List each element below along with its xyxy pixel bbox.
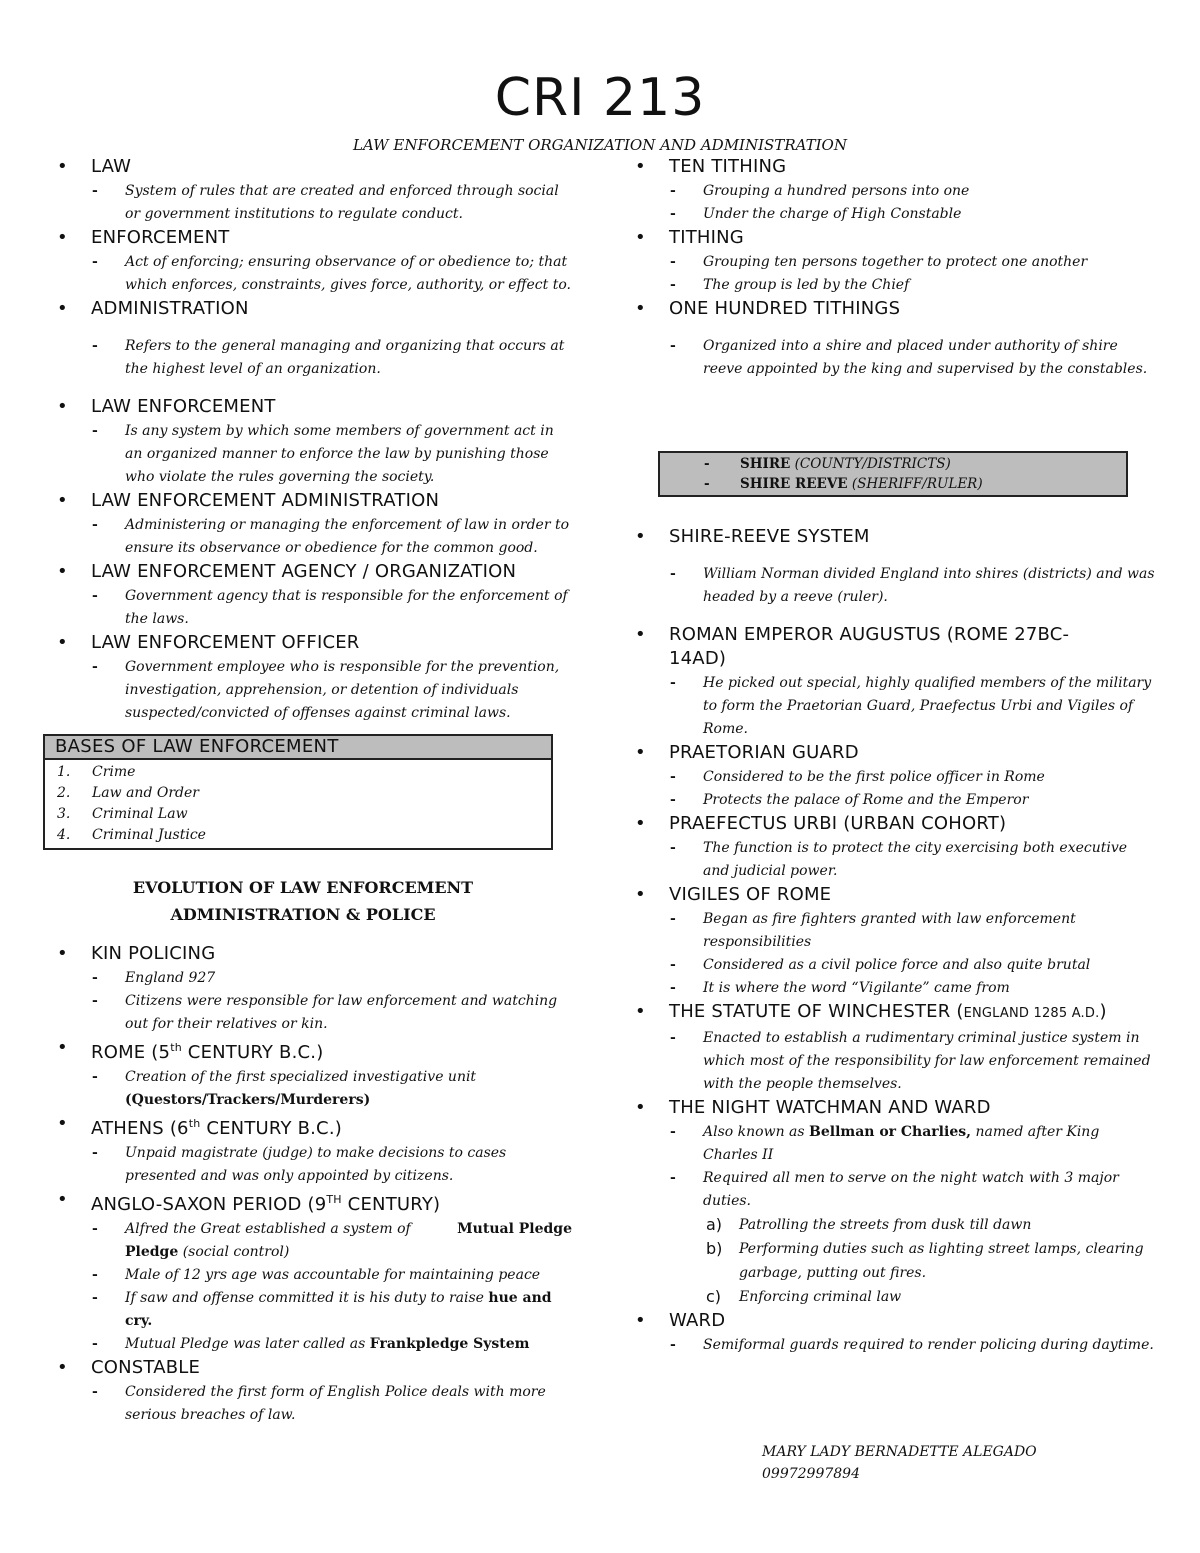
topic-heading: ADMINISTRATION: [91, 298, 249, 319]
bullet-icon: •: [635, 624, 646, 645]
topic-detail: - Unpaid magistrate (judge) to make decisions to cases presented and was only appointed by citizens.: [91, 1142, 572, 1188]
topic-heading: ROMAN EMPEROR AUGUSTUS (ROME 27BC-14AD): [669, 624, 1070, 669]
topic-heading: PRAEFECTUS URBI (URBAN COHORT): [669, 813, 1007, 834]
topic-heading: KIN POLICING: [91, 943, 216, 964]
topic-detail: - Is any system by which some members of government act in an organized manner to enforce the law by punishing those who violate the rules governing the society.: [91, 420, 572, 489]
bullet-icon: •: [57, 1189, 68, 1210]
topic-detail: - System of rules that are created and enforced through social or government institutions to regulate conduct.: [91, 180, 572, 226]
topic-detail: - It is where the word “Vigilante” came from: [669, 977, 1155, 1000]
shire-box: [658, 451, 1128, 497]
dash-icon: -: [92, 1069, 98, 1085]
bullet-icon: •: [57, 227, 68, 248]
bullet-icon: •: [635, 884, 646, 905]
topic-heading: ATHENS (6th CENTURY B.C.): [91, 1117, 342, 1139]
bullet-icon: •: [57, 396, 68, 417]
bases-title: BASES OF LAW ENFORCEMENT: [45, 736, 551, 760]
list-item: [57, 297, 572, 381]
topic-detail: - Considered to be the first police officer in Rome: [669, 766, 1155, 789]
topic-detail: - Enacted to establish a rudimentary criminal justice system in which most of the responsibility for law enforcement remained with the people themselves.: [669, 1027, 1155, 1096]
bullet-icon: •: [57, 1037, 68, 1058]
topic-detail: - England 927: [91, 967, 572, 990]
list-item: [57, 155, 572, 226]
dash-icon: -: [92, 1290, 98, 1306]
shire-line: - SHIRE (COUNTY/DISTRICTS): [704, 456, 951, 472]
list-item: [635, 741, 1155, 812]
duty-item: b) Performing duties such as lighting street lamps, clearing garbage, putting out fires.: [706, 1239, 1144, 1281]
evolution-list: [57, 942, 572, 1427]
bullet-icon: •: [635, 1310, 646, 1331]
topic-detail: - The group is led by the Chief: [669, 274, 1155, 297]
bullet-icon: •: [635, 1097, 646, 1118]
dash-icon: -: [670, 792, 676, 808]
list-item: [635, 226, 1155, 297]
topic-heading: SHIRE-REEVE SYSTEM: [669, 526, 870, 547]
author-name: MARY LADY BERNADETTE ALEGADO: [762, 1444, 1037, 1460]
dash-icon: -: [670, 206, 676, 222]
dash-icon: -: [92, 183, 98, 199]
topic-heading: TITHING: [669, 227, 744, 248]
bullet-icon: •: [57, 943, 68, 964]
topic-detail: - Also known as Bellman or Charlies, named after King Charles II: [669, 1121, 1155, 1167]
topic-heading: THE NIGHT WATCHMAN AND WARD: [669, 1097, 991, 1118]
list-item: [635, 812, 1155, 883]
topic-heading: LAW ENFORCEMENT ADMINISTRATION: [91, 490, 440, 511]
bullet-icon: •: [57, 561, 68, 582]
topic-detail: - Began as fire fighters granted with law enforcement responsibilities: [669, 908, 1155, 954]
dash-icon: -: [670, 769, 676, 785]
list-item: [57, 1036, 572, 1112]
list-item: [635, 155, 1155, 226]
dash-icon: -: [92, 1145, 98, 1161]
topic-detail: - Under the charge of High Constable: [669, 203, 1155, 226]
list-item: [57, 489, 572, 560]
list-item: [57, 560, 572, 631]
bullet-icon: •: [635, 813, 646, 834]
list-item: [57, 1188, 572, 1356]
dash-icon: -: [670, 1337, 676, 1353]
topic-detail: - Alfred the Great established a system of Mutual Pledge Pledge (social control): [91, 1218, 572, 1264]
dash-icon: -: [92, 659, 98, 675]
right-list-top: [635, 155, 1155, 381]
left-column: [57, 155, 572, 1427]
list-item: [57, 395, 572, 489]
dash-icon: -: [92, 993, 98, 1009]
list-item: [57, 1356, 572, 1427]
dash-icon: -: [704, 476, 710, 492]
dash-icon: -: [670, 338, 676, 354]
shire-reeve-line: - SHIRE REEVE (SHERIFF/RULER): [704, 476, 983, 492]
bullet-icon: •: [57, 1113, 68, 1134]
topic-heading: LAW: [91, 156, 132, 177]
dash-icon: -: [92, 588, 98, 604]
bullet-icon: •: [57, 156, 68, 177]
author-phone: 09972997894: [762, 1466, 860, 1482]
bases-item: 3. Criminal Law: [57, 806, 188, 822]
topic-heading: ENFORCEMENT: [91, 227, 230, 248]
duties-list: [669, 1213, 1155, 1309]
topic-detail: - Protects the palace of Rome and the Emperor: [669, 789, 1155, 812]
list-item: [635, 297, 1155, 381]
dash-icon: -: [670, 957, 676, 973]
topic-detail: - Mutual Pledge was later called as Frankpledge System: [91, 1333, 572, 1356]
dash-icon: -: [92, 1384, 98, 1400]
topic-heading: VIGILES OF ROME: [669, 884, 832, 905]
dash-icon: -: [92, 254, 98, 270]
topic-detail: - Considered as a civil police force and also quite brutal: [669, 954, 1155, 977]
duty-item: a) Patrolling the streets from dusk till dawn: [706, 1215, 1032, 1234]
list-item: [635, 1000, 1155, 1096]
bullet-icon: •: [635, 298, 646, 319]
dash-icon: -: [670, 675, 676, 691]
bullet-icon: •: [635, 742, 646, 763]
list-item: [57, 631, 572, 725]
list-item: [635, 1096, 1155, 1309]
bullet-icon: •: [635, 227, 646, 248]
dash-icon: -: [670, 254, 676, 270]
bases-box: [43, 734, 553, 850]
list-item: [635, 883, 1155, 1000]
topic-heading: ONE HUNDRED TITHINGS: [669, 298, 901, 319]
dash-icon: -: [92, 970, 98, 986]
topic-heading: ROME (5th CENTURY B.C.): [91, 1041, 324, 1063]
bullet-icon: •: [57, 298, 68, 319]
list-item: [635, 1309, 1155, 1357]
dash-icon: -: [92, 423, 98, 439]
topic-heading: LAW ENFORCEMENT AGENCY / ORGANIZATION: [91, 561, 517, 582]
topic-heading: TEN TITHING: [669, 156, 787, 177]
dash-icon: -: [670, 1170, 676, 1186]
topic-detail: - Required all men to serve on the night watch with 3 major duties.: [669, 1167, 1155, 1213]
dash-icon: -: [670, 980, 676, 996]
dash-icon: -: [670, 277, 676, 293]
topic-detail: - If saw and offense committed it is his duty to raise hue and cry.: [91, 1287, 572, 1333]
topic-detail: - Creation of the first specialized investigative unit (Questors/Trackers/Murderers): [91, 1066, 572, 1112]
topic-detail: - Act of enforcing; ensuring observance of or obedience to; that which enforces, constraints, gives force, authority, or effect to.: [91, 251, 572, 297]
topic-heading: WARD: [669, 1310, 726, 1331]
topic-detail: - William Norman divided England into shires (districts) and was headed by a reeve (ruler).: [669, 563, 1155, 609]
topic-heading: LAW ENFORCEMENT OFFICER: [91, 632, 360, 653]
list-item: [57, 226, 572, 297]
topic-heading: CONSTABLE: [91, 1357, 201, 1378]
right-list-bottom: [635, 525, 1155, 1357]
dash-icon: -: [92, 338, 98, 354]
bases-item: 4. Criminal Justice: [57, 827, 206, 843]
bullet-icon: •: [57, 1357, 68, 1378]
list-item: [635, 525, 1155, 609]
dash-icon: -: [92, 1267, 98, 1283]
list-item: [57, 942, 572, 1036]
topic-detail: - Male of 12 yrs age was accountable for maintaining peace: [91, 1264, 572, 1287]
topic-detail: - Government employee who is responsible for the prevention, investigation, apprehension, or detention of individuals suspected/convicted of offenses against criminal laws.: [91, 656, 572, 725]
dash-icon: -: [92, 517, 98, 533]
dash-icon: -: [670, 566, 676, 582]
dash-icon: -: [670, 911, 676, 927]
bases-list: [45, 760, 551, 848]
topic-detail: - Refers to the general managing and organizing that occurs at the highest level of an organization.: [91, 335, 572, 381]
bullet-icon: •: [635, 1001, 646, 1022]
topic-detail: - Government agency that is responsible for the enforcement of the laws.: [91, 585, 572, 631]
topic-detail: - Administering or managing the enforcement of law in order to ensure its observance or obedience for the common good.: [91, 514, 572, 560]
list-item: [635, 623, 1155, 741]
topic-detail: - Semiformal guards required to render policing during daytime.: [669, 1334, 1155, 1357]
dash-icon: -: [704, 456, 710, 472]
page-title: CRI 213: [494, 68, 706, 128]
definitions-list: [57, 155, 572, 725]
right-column: [635, 155, 1155, 1357]
dash-icon: -: [92, 1221, 98, 1237]
dash-icon: -: [670, 840, 676, 856]
topic-detail: - Grouping ten persons together to protect one another: [669, 251, 1155, 274]
bases-item: 1. Crime: [57, 764, 136, 780]
author-signature: [762, 1441, 1037, 1485]
topic-detail: - Citizens were responsible for law enforcement and watching out for their relatives or kin.: [91, 990, 572, 1036]
dash-icon: -: [92, 1336, 98, 1352]
topic-heading: THE STATUTE OF WINCHESTER (ENGLAND 1285 A.D.): [669, 1001, 1107, 1022]
topic-heading: LAW ENFORCEMENT: [91, 396, 276, 417]
topic-detail: - Grouping a hundred persons into one: [669, 180, 1155, 203]
duty-item: c) Enforcing criminal law: [706, 1287, 902, 1306]
topic-detail: - Considered the first form of English Police deals with more serious breaches of law.: [91, 1381, 572, 1427]
bullet-icon: •: [635, 526, 646, 547]
bases-item: 2. Law and Order: [57, 785, 199, 801]
dash-icon: -: [670, 1124, 676, 1140]
topic-heading: PRAETORIAN GUARD: [669, 742, 859, 763]
bullet-icon: •: [57, 490, 68, 511]
list-item: [57, 1112, 572, 1188]
dash-icon: -: [670, 1030, 676, 1046]
bullet-icon: •: [57, 632, 68, 653]
topic-detail: - He picked out special, highly qualified members of the military to form the Praetorian Guard, Praefectus Urbi and Vigiles of Rome.: [669, 672, 1155, 741]
section-title-evolution: EVOLUTION OF LAW ENFORCEMENT ADMINISTRATION & POLICE: [132, 878, 474, 924]
dash-icon: -: [670, 183, 676, 199]
topic-detail: - The function is to protect the city exercising both executive and judicial power.: [669, 837, 1155, 883]
topic-heading: ANGLO-SAXON PERIOD (9TH CENTURY): [91, 1193, 441, 1215]
topic-detail: - Organized into a shire and placed under authority of shire reeve appointed by the king and supervised by the constables.: [669, 335, 1155, 381]
page-subtitle: LAW ENFORCEMENT ORGANIZATION AND ADMINISTRATION: [353, 136, 847, 154]
bullet-icon: •: [635, 156, 646, 177]
